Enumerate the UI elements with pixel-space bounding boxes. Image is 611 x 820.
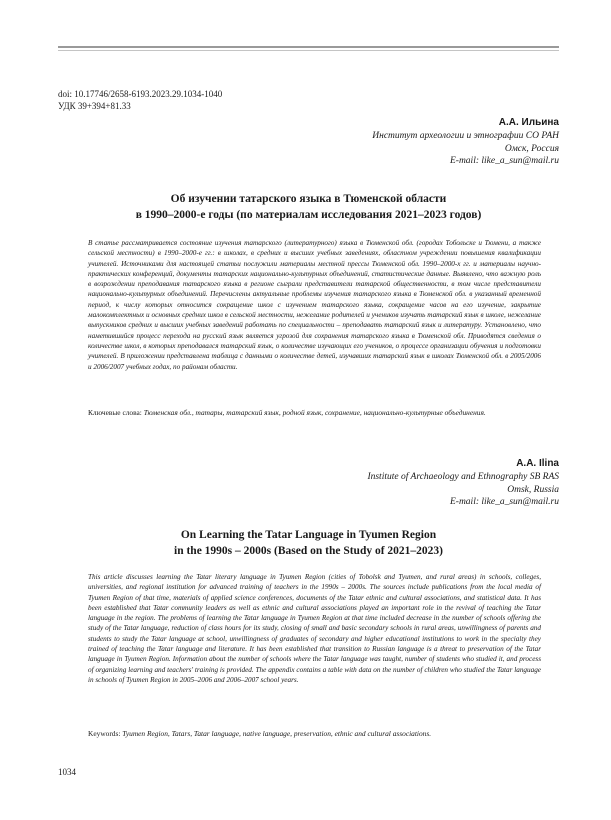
article-meta <box>58 88 222 112</box>
author-email-en[interactable]: E-mail: like_a_sun@mail.ru <box>449 497 559 507</box>
author-location-en: Omsk, Russia <box>507 484 559 495</box>
author-location-ru: Омск, Россия <box>504 143 559 154</box>
keywords-label-en: Keywords: <box>88 729 123 738</box>
article-title-en <box>58 527 559 559</box>
keywords-text-en: Tyumen Region, Tatars, Tatar language, native language, preservation, ethnic and cultural associations. <box>122 729 432 738</box>
author-affiliation-en: Institute of Archaeology and Ethnography SB RAS <box>367 472 559 482</box>
author-email-ru[interactable]: E-mail: like_a_sun@mail.ru <box>449 156 559 166</box>
title-ru-line2: в 1990–2000-е годы (по материалам исследования 2021–2023 годов) <box>135 209 482 221</box>
udk-code: УДК 39+394+81.33 <box>58 101 131 111</box>
author-affiliation-ru: Институт археологии и этнографии СО РАН <box>372 131 559 141</box>
keywords-label-ru: Ключевые слова: <box>88 408 144 417</box>
header-rule-thin <box>58 50 559 51</box>
doi-link[interactable]: doi: 10.17746/2658-6193.2023.29.1034-1040 <box>58 89 223 99</box>
title-en-line1: On Learning the Tatar Language in Tyumen Region <box>180 529 437 541</box>
abstract-en: This article discusses learning the Tatar literary language in Tyumen Region (cities of Tobolsk and Tyumen, and rural areas) in schools, colleges, universities, and regional institution for advanced training of teachers in the 1990s – 2000s. The sources include publications from the local media of Tyumen Region of that time, materials of applied science conferences, documents of the Tatar ethnic and cultural associations, and statistical data. It has been established that Tatar community leaders as well as ethnic and cultural associations played an important role in the revival of teaching the Tatar language in the region. The problems of learning the Tatar language in Tyumen Region at that time included decrease in the number of schools offering the study of the Tatar language, reduction of class hours for its study, closing of small and basic secondary schools in rural areas, unwillingness of parents and students to study the Tatar language at school, unwillingness of graduates of secondary and higher educational institutions to work in the specialty they trained of teaching the Tatar language and literature. It has been established that transition to Russian language is a threat to preservation of the Tatar language in Tyumen Region. Information about the number of schools where the Tatar language was taught, number of students who studied it, and process of organizing learning and teachers' training is provided. The appendix contains a table with data on the number of children who studied the Tatar language in schools of Tyumen Region in 2005–2006 and 2006–2007 school years. <box>88 573 541 684</box>
keywords-ru <box>88 408 541 418</box>
abstract-ru: В статье рассматривается состояние изучения татарского (литературного) языка в Тюменской обл. (городах Тобольске и Тюмени, а также сельской местности) в 1990–2000-е гг.: в школах, в средних и высших учебных заведениях, областном учреждении повышения квалификации учителей. Источниками для настоящей статьи послужили материалы местной прессы Тюменской обл. 1990–2000-х гг. и материалы научно-практических конференций, документы татарских национально-культурных объединений, статистические данные. Выявлено, что важную роль в возрождении преподавания татарского языка в регионе сыграли представители татарской общественности, в том числе представители национально-культурных объединений. Перечислены актуальные проблемы изучения татарского языка в Тюменской обл. в указанный временной период, к числу которых относится сокращение школ с изучением татарского языка, сокращение часов на его изучение, закрытие малокомплектных и основных средних школ в сельской местности, нежелание родителей и учеников изучать татарский язык в школе, нежелание выпускников средних и высших учебных заведений работать по специальности – преподавать татарский язык и литературу. Установлено, что наметившийся процесс перехода на русский язык является угрозой для сохранения татарского языка в Тюменской обл. Приводятся сведения о количестве школ, в которых преподавался татарский язык, о количестве изучающих его учеников, о процессе организации обучения и подготовки учителей. В приложении представлена таблица с данными о количестве детей, изучавших татарский язык в школах Тюменской обл. в 2005/2006 и 2006/2007 учебных годах, по районам области. <box>88 239 541 371</box>
author-name-en: A.A. Ilina <box>516 458 559 469</box>
header-rule <box>58 46 559 48</box>
title-ru-line1: Об изучении татарского языка в Тюменской области <box>170 193 447 205</box>
author-name-ru: А.А. Ильина <box>498 117 559 128</box>
keywords-en <box>88 729 541 739</box>
title-en-line2: in the 1990s – 2000s (Based on the Study of 2021–2023) <box>174 545 443 557</box>
author-block-ru <box>372 116 559 168</box>
page-number: 1034 <box>58 767 76 777</box>
article-title-ru <box>58 191 559 223</box>
author-block-en <box>367 457 559 509</box>
keywords-text-ru: Тюменская обл., татары, татарский язык, родной язык, сохранение, национально-культурные объединения. <box>143 408 486 417</box>
